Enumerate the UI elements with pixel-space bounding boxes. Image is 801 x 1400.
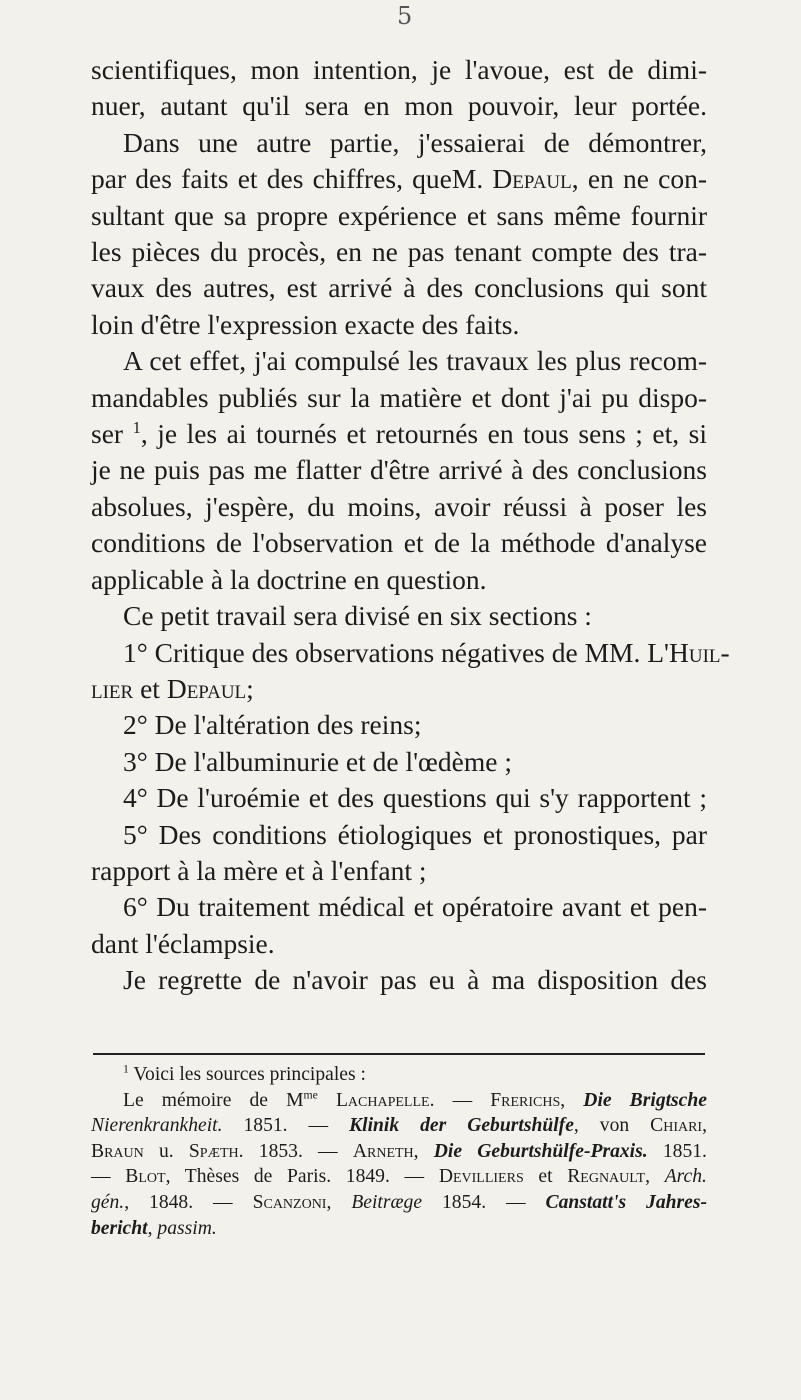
- author-name: lier: [91, 672, 134, 704]
- text-line: [91, 671, 707, 707]
- text-run: ,: [560, 1089, 566, 1111]
- text-line: Je regrette de n'avoir pas eu à ma disposition des: [123, 964, 707, 996]
- text-run: Voici les sources principales :: [133, 1064, 366, 1085]
- footnote-line: [91, 1216, 707, 1242]
- work-title: Nierenkrankheit.: [91, 1115, 223, 1137]
- text-line: A cet effet, j'ai compulsé les travaux les plus recom-: [123, 345, 707, 377]
- text-line: vaux des autres, est arrivé à des conclusions qui sont: [91, 272, 707, 304]
- text-line: applicable à la doctrine en question.: [91, 563, 487, 595]
- text-line: 4° De l'uroémie et des questions qui s'y rapportent ;: [123, 782, 707, 814]
- text-line: rapport à la mère et à l'enfant ;: [91, 854, 427, 886]
- text-run: Le mémoire de M: [123, 1089, 304, 1111]
- author-name: Arneth: [352, 1140, 414, 1162]
- text-line: absolues, j'espère, du moins, avoir réussi à poser les: [91, 490, 707, 522]
- footnote-marker: 1: [132, 417, 141, 437]
- text-run: ,: [413, 1140, 419, 1162]
- text-run: ,: [147, 1217, 153, 1239]
- text-run: 1° Critique des observations négatives de MM.: [123, 636, 641, 668]
- work-title: Klinik der Geburtshülfe: [349, 1115, 574, 1137]
- footnote-line: [91, 1164, 707, 1190]
- text-line: nuer, autant qu'il sera en mon pouvoir, leur portée.: [91, 90, 707, 122]
- text-run: 1851. —: [243, 1115, 329, 1137]
- text-line: Dans une autre partie, j'essaierai de démontrer,: [123, 126, 707, 158]
- text-line: les pièces du procès, en ne pas tenant compte des tra-: [91, 236, 707, 268]
- author-name: Depaul: [492, 163, 572, 195]
- work-title: bericht: [91, 1217, 148, 1239]
- author-name: Regnault: [567, 1166, 646, 1188]
- work-title: Beitræge: [351, 1191, 423, 1213]
- body-text: [91, 52, 730, 999]
- author-name: L'Huil-: [647, 636, 730, 668]
- text-run: , je les ai tournés et retournés en tous sens ; et, si: [140, 418, 707, 450]
- text-line: je ne puis pas me flatter d'être arrivé à des conclusions: [91, 454, 707, 486]
- text-line: dant l'éclampsie.: [91, 927, 275, 959]
- page-number: 5: [397, 2, 413, 30]
- text-run: , Thèses de Paris. 1849. —: [165, 1166, 425, 1188]
- text-run: u.: [158, 1140, 174, 1162]
- text-run: ser: [91, 418, 124, 450]
- author-name: Blot: [125, 1166, 166, 1188]
- text-run: par des faits et des chiffres, que: [91, 163, 452, 195]
- text-run: ,: [645, 1166, 651, 1188]
- text-run: 1853. —: [258, 1140, 338, 1162]
- work-title: Die Brigtsche: [583, 1089, 707, 1111]
- work-title: gén.: [91, 1191, 125, 1213]
- work-title: Canstatt's Jahres-: [545, 1191, 708, 1213]
- author-name: Scanzoni: [252, 1191, 327, 1213]
- text-line: loin d'être l'expression exacte des faits.: [91, 308, 520, 340]
- text-line: 6° Du traitement médical et opératoire avant et pen-: [123, 891, 707, 923]
- author-name: Chiari,: [650, 1115, 707, 1137]
- footnotes: [91, 1062, 707, 1241]
- text-run: et: [538, 1166, 553, 1188]
- footnote-line: [91, 1113, 707, 1139]
- author-name: Depaul: [166, 672, 247, 704]
- footnote-line: [91, 1139, 707, 1165]
- footnote-line: [91, 1190, 707, 1216]
- text-line: sultant que sa propre expérience et sans même fournir: [91, 199, 707, 231]
- footnote-intro: [91, 1062, 707, 1088]
- author-name: Lachapelle.: [335, 1089, 435, 1111]
- text-run: 1851.: [662, 1140, 707, 1162]
- text-line: [91, 416, 707, 452]
- text-run: ;: [246, 672, 254, 704]
- work-title: Die Geburtshülfe-Praxis.: [433, 1140, 648, 1162]
- footnote-divider: [93, 1053, 705, 1055]
- text-run: me: [303, 1088, 318, 1102]
- author-name: Devilliers: [438, 1166, 524, 1188]
- work-title: Arch.: [664, 1166, 707, 1188]
- text-run: et: [140, 672, 160, 704]
- text-line: [91, 635, 730, 671]
- text-line: 2° De l'altération des reins;: [123, 709, 422, 741]
- text-run: , 1848. —: [124, 1191, 233, 1213]
- text-line: conditions de l'observation et de la méthode d'analyse: [91, 527, 707, 559]
- text-run: , von: [573, 1115, 630, 1137]
- work-title: passim.: [157, 1217, 217, 1239]
- text-line: 3° De l'albuminurie et de l'œdème ;: [123, 745, 512, 777]
- text-run: —: [452, 1089, 473, 1111]
- text-line: 5° Des conditions étiologiques et pronostiques, par: [123, 818, 707, 850]
- text-line: Ce petit travail sera divisé en six sections :: [123, 600, 592, 632]
- author-name: Braun: [91, 1140, 144, 1162]
- footnote-marker: 1: [123, 1062, 129, 1076]
- author-name: Frerichs: [490, 1089, 561, 1111]
- text-run: —: [91, 1166, 111, 1188]
- text-line: mandables publiés sur la matière et dont j'ai pu dispo-: [91, 381, 707, 413]
- footnote-line: [91, 1088, 707, 1114]
- text-run: M.: [451, 163, 484, 195]
- text-run: ,: [326, 1191, 332, 1213]
- text-run: , en ne con-: [571, 163, 707, 195]
- author-name: Spæth.: [188, 1140, 244, 1162]
- text-line: [91, 161, 707, 197]
- text-line: scientifiques, mon intention, je l'avoue, est de dimi-: [91, 54, 707, 85]
- text-run: 1854. —: [442, 1191, 526, 1213]
